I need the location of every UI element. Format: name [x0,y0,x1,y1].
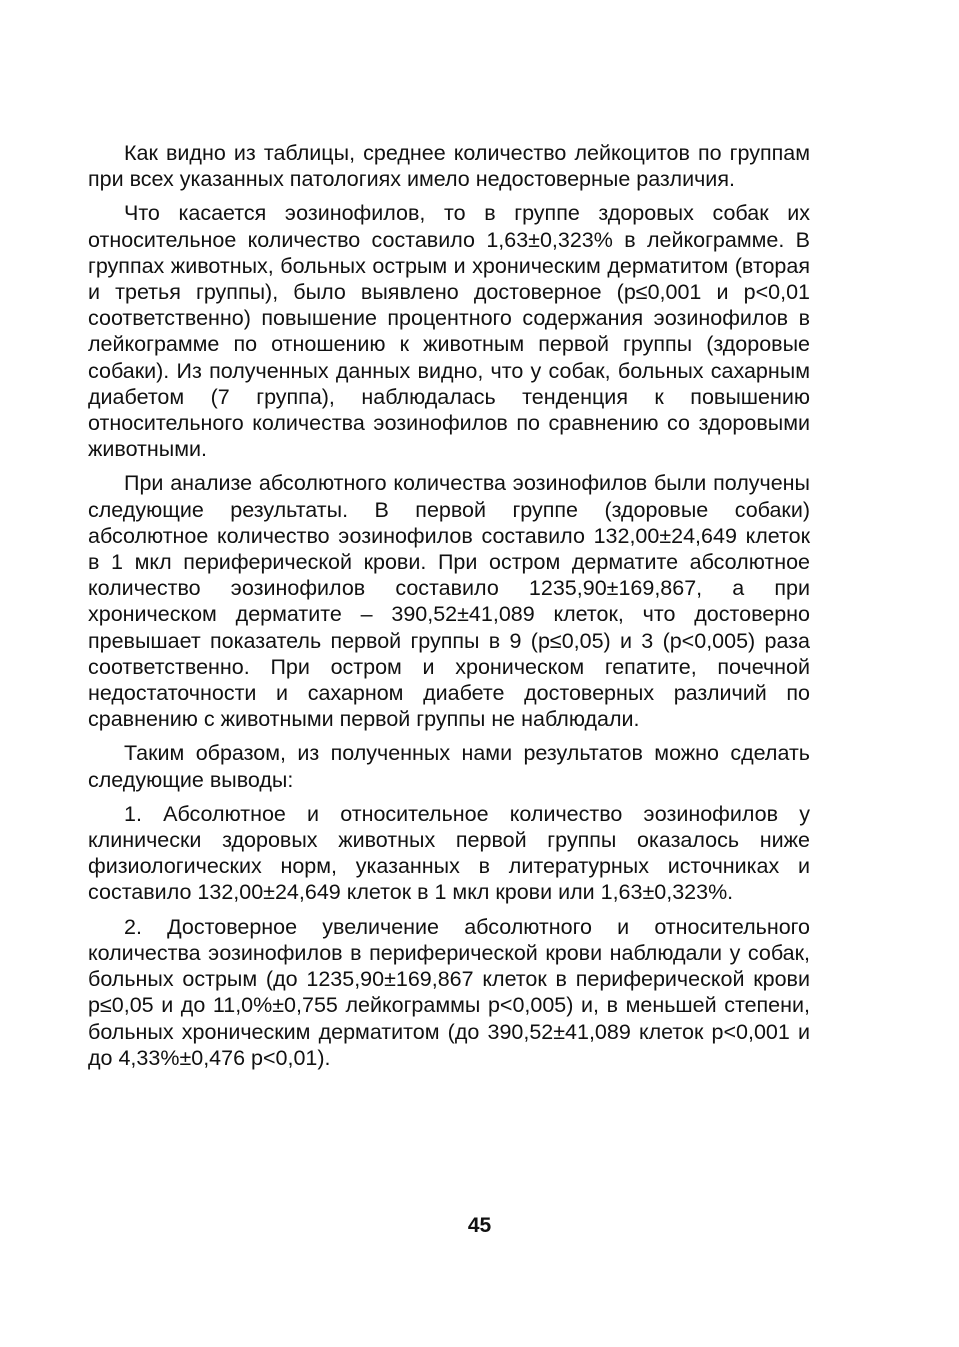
page-number: 45 [467,1214,492,1237]
paragraph-conclusions-intro: Таким образом, из полученных нами результатов можно сделать следующие выводы: [88,741,810,792]
paragraph-relative-eosinophils: Что касается эозинофилов, то в группе здоровых собак их относительное количество составило 1,63±0,323% в лейкограмме. В группах животных, больных острым и хроническим дерматитом (вторая и третья группы), было выявлено достоверное (p≤0,001 и p<0,01 соответственно) повышение процентного содержания эозинофилов в лейкограмме по отношению к животным первой группы (здоровые собаки). Из полученных данных видно, что у собак, больных сахарным диабетом (7 группа), наблюдалась тенденция к повышению относительного количества эозинофилов по сравнению со здоровыми животными. [88,201,810,462]
paragraph-absolute-eosinophils: При анализе абсолютного количества эозинофилов были получены следующие результаты. В первой группе (здоровые собаки) абсолютное количество эозинофилов составило 132,00±24,649 клеток в 1 мкл периферической крови. При остром дерматите абсолютное количество эозинофилов составило 1235,90±169,867, а при хроническом дерматите – 390,52±41,089 клеток, что достоверно превышает показатель первой группы в 9 (p≤0,05) и 3 (p<0,005) раза соответственно. При остром и хроническом гепатите, почечной недостаточности и сахарном диабете достоверных различий по сравнению с животными первой группы не наблюдали. [88,471,810,732]
conclusion-item-2: 2. Достоверное увеличение абсолютного и относительного количества эозинофилов в периферической крови наблюдали у собак, больных острым (до 1235,90±169,867 клеток в периферической крови p≤0,05 и до 11,0%±0,755 лейкограммы p<0,005) и, в меньшей степени, больных хроническим дерматитом (до 390,52±41,089 клеток p<0,001 и до 4,33%±0,476 p<0,01). [88,914,810,1070]
conclusion-item-1: 1. Абсолютное и относительное количество эозинофилов у клинически здоровых животных первой группы оказалось ниже физиологических норм, указанных в литературных источниках и составило 132,00±24,649 клеток в 1 мкл крови или 1,63±0,323%. [88,801,810,905]
paragraph-leukocytes-summary: Как видно из таблицы, среднее количество лейкоцитов по группам при всех указанных патологиях имело недостоверные различия. [88,141,810,192]
body-text [88,140,810,1071]
